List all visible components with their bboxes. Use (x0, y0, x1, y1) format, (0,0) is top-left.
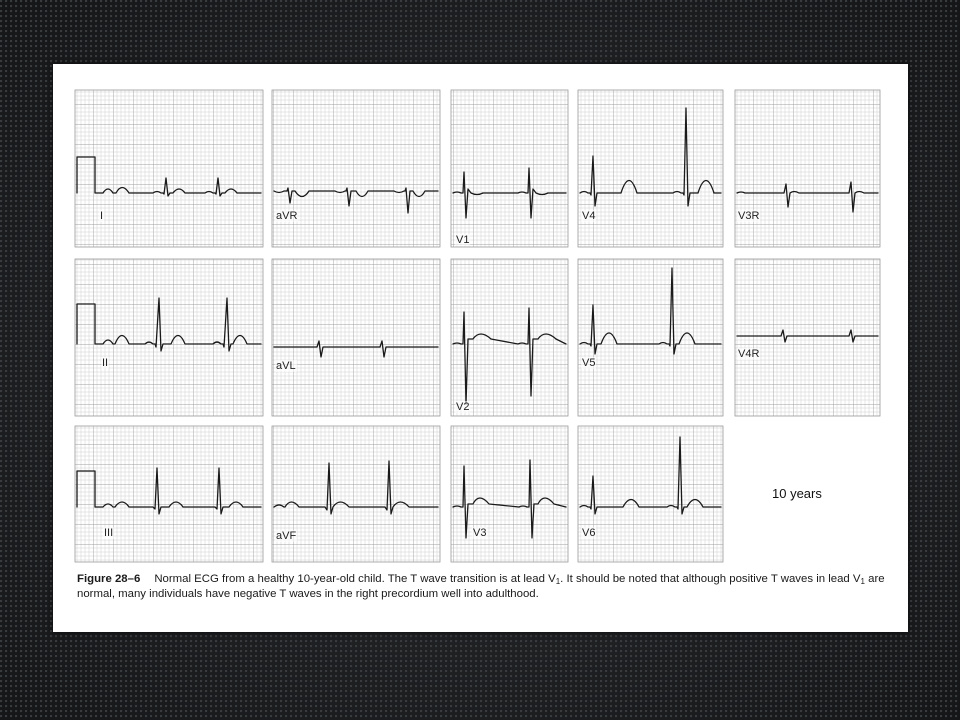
ecg-strip-v4 (578, 90, 723, 247)
ecg-strip-avr (272, 90, 440, 247)
ecg-strip-iii (75, 426, 263, 562)
ecg-figure (53, 64, 908, 632)
figure-card (53, 64, 908, 632)
ecg-strip-v1 (451, 90, 568, 247)
lead-label-v6: V6 (582, 527, 596, 539)
lead-label-v4r: V4R (738, 348, 760, 360)
lead-label-ii: II (102, 357, 109, 369)
ecg-strip-v2 (451, 259, 568, 416)
lead-label-iii: III (104, 527, 114, 539)
lead-label-v5: V5 (582, 357, 596, 369)
lead-label-avl: aVL (276, 360, 296, 372)
caption-subscript: 1 (860, 577, 865, 586)
lead-label-avr: aVR (276, 210, 298, 222)
lead-label-i: I (100, 210, 104, 222)
age-label: 10 years (772, 486, 822, 501)
ecg-strip-v4r (735, 259, 880, 416)
figure-caption (77, 572, 905, 602)
lead-label-v3r: V3R (738, 210, 760, 222)
caption-text: are normal, many individuals have negative T waves in the right precordium well into adulthood. (77, 573, 885, 600)
lead-label-v3: V3 (473, 527, 487, 539)
caption-subscript: 1 (555, 577, 561, 586)
lead-label-v4: V4 (582, 210, 596, 222)
ecg-strip-avl (272, 259, 440, 416)
figure-number: Figure 28–6 (77, 573, 141, 585)
ecg-strip-v5 (578, 259, 723, 416)
lead-label-avf: aVF (276, 530, 297, 542)
ecg-strip-avf (272, 426, 440, 562)
lead-label-v1: V1 (456, 234, 470, 246)
ecg-strip-v3r (735, 90, 880, 247)
ecg-strip-v6 (578, 426, 723, 562)
lead-label-v2: V2 (456, 401, 470, 413)
caption-text: Normal ECG from a healthy 10-year-old child. The T wave transition is at lead V (154, 573, 556, 585)
ecg-strip-i (75, 90, 263, 247)
ecg-strip-v3 (451, 426, 568, 562)
caption-text: . It should be noted that although positive T waves in lead V (560, 573, 861, 585)
ecg-strip-ii (75, 259, 263, 416)
